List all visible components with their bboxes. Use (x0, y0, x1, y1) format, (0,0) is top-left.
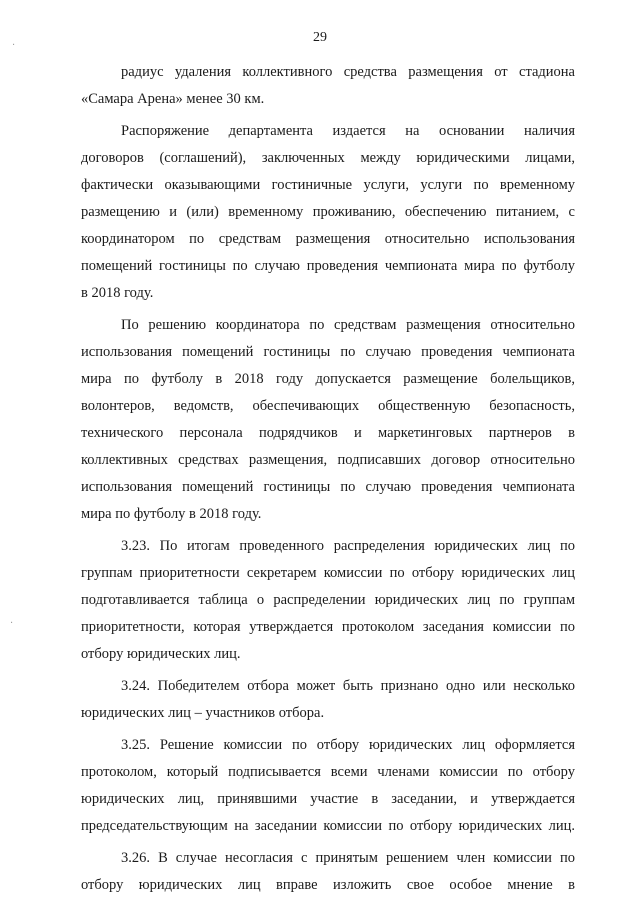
text-line: волонтеров, ведомств, обеспечивающих общественную безопасность, (81, 398, 575, 414)
page-number: 29 (313, 30, 327, 45)
text-line: юридических лиц – участников отбора. (81, 705, 325, 721)
text-line: договоров (соглашений), заключенных между юридическими лицами, (81, 150, 575, 166)
text-line: 3.26. В случае несогласия с принятым решением член комиссии по (121, 850, 575, 866)
text-line: председательствующим на заседании комиссии по отбору юридических лиц. (81, 818, 575, 834)
text-line: группам приоритетности секретарем комиссии по отбору юридических лиц (81, 565, 575, 581)
paragraph (81, 845, 575, 899)
text-line: технического персонала подрядчиков и маркетинговых партнеров в (81, 425, 575, 441)
text-line: использования помещений гостиницы по случаю проведения чемпионата (81, 479, 575, 495)
text-line: использования помещений гостиницы по случаю проведения чемпионата (81, 344, 575, 360)
document-body (81, 59, 575, 899)
text-line: радиус удаления коллективного средства размещения от стадиона (121, 64, 575, 80)
text-line: размещению и (или) временному проживанию, обеспечению питанием, с (81, 204, 575, 220)
scan-mark: · (12, 40, 16, 51)
text-line: Распоряжение департамента издается на основании наличия (121, 123, 575, 139)
text-line: 3.24. Победителем отбора может быть признано одно или несколько (121, 678, 575, 694)
text-line: отбору юридических лиц вправе изложить свое особое мнение в (81, 877, 575, 893)
text-line: «Самара Арена» менее 30 км. (81, 91, 265, 107)
paragraph (81, 118, 575, 307)
paragraph (81, 673, 575, 727)
text-line: в 2018 году. (81, 285, 154, 301)
text-line: 3.23. По итогам проведенного распределения юридических лиц по (121, 538, 575, 554)
paragraph (81, 312, 575, 528)
text-line: По решению координатора по средствам размещения относительно (121, 317, 575, 333)
text-line: протоколом, который подписывается всеми членами комиссии по отбору (81, 764, 575, 780)
text-line: приоритетности, которая утверждается протоколом заседания комиссии по (81, 619, 575, 635)
text-line: мира по футболу в 2018 году. (81, 506, 262, 522)
paragraph (81, 732, 575, 840)
text-line: мира по футболу в 2018 году допускается размещение болельщиков, (81, 371, 575, 387)
text-line: юридических лиц, принявшими участие в заседании, и утверждается (81, 791, 575, 807)
text-line: координатором по средствам размещения относительно использования (81, 231, 575, 247)
scan-mark: · (10, 618, 14, 629)
text-line: подготавливается таблица о распределении юридических лиц по группам (81, 592, 575, 608)
paragraph (81, 59, 575, 113)
text-line: коллективных средствах размещения, подписавших договор относительно (81, 452, 575, 468)
text-line: отбору юридических лиц. (81, 646, 241, 662)
text-line: помещений гостиницы по случаю проведения чемпионата мира по футболу (81, 258, 575, 274)
text-line: фактически оказывающими гостиничные услуги, услуги по временному (81, 177, 575, 193)
paragraph (81, 533, 575, 668)
text-line: 3.25. Решение комиссии по отбору юридических лиц оформляется (121, 737, 575, 753)
